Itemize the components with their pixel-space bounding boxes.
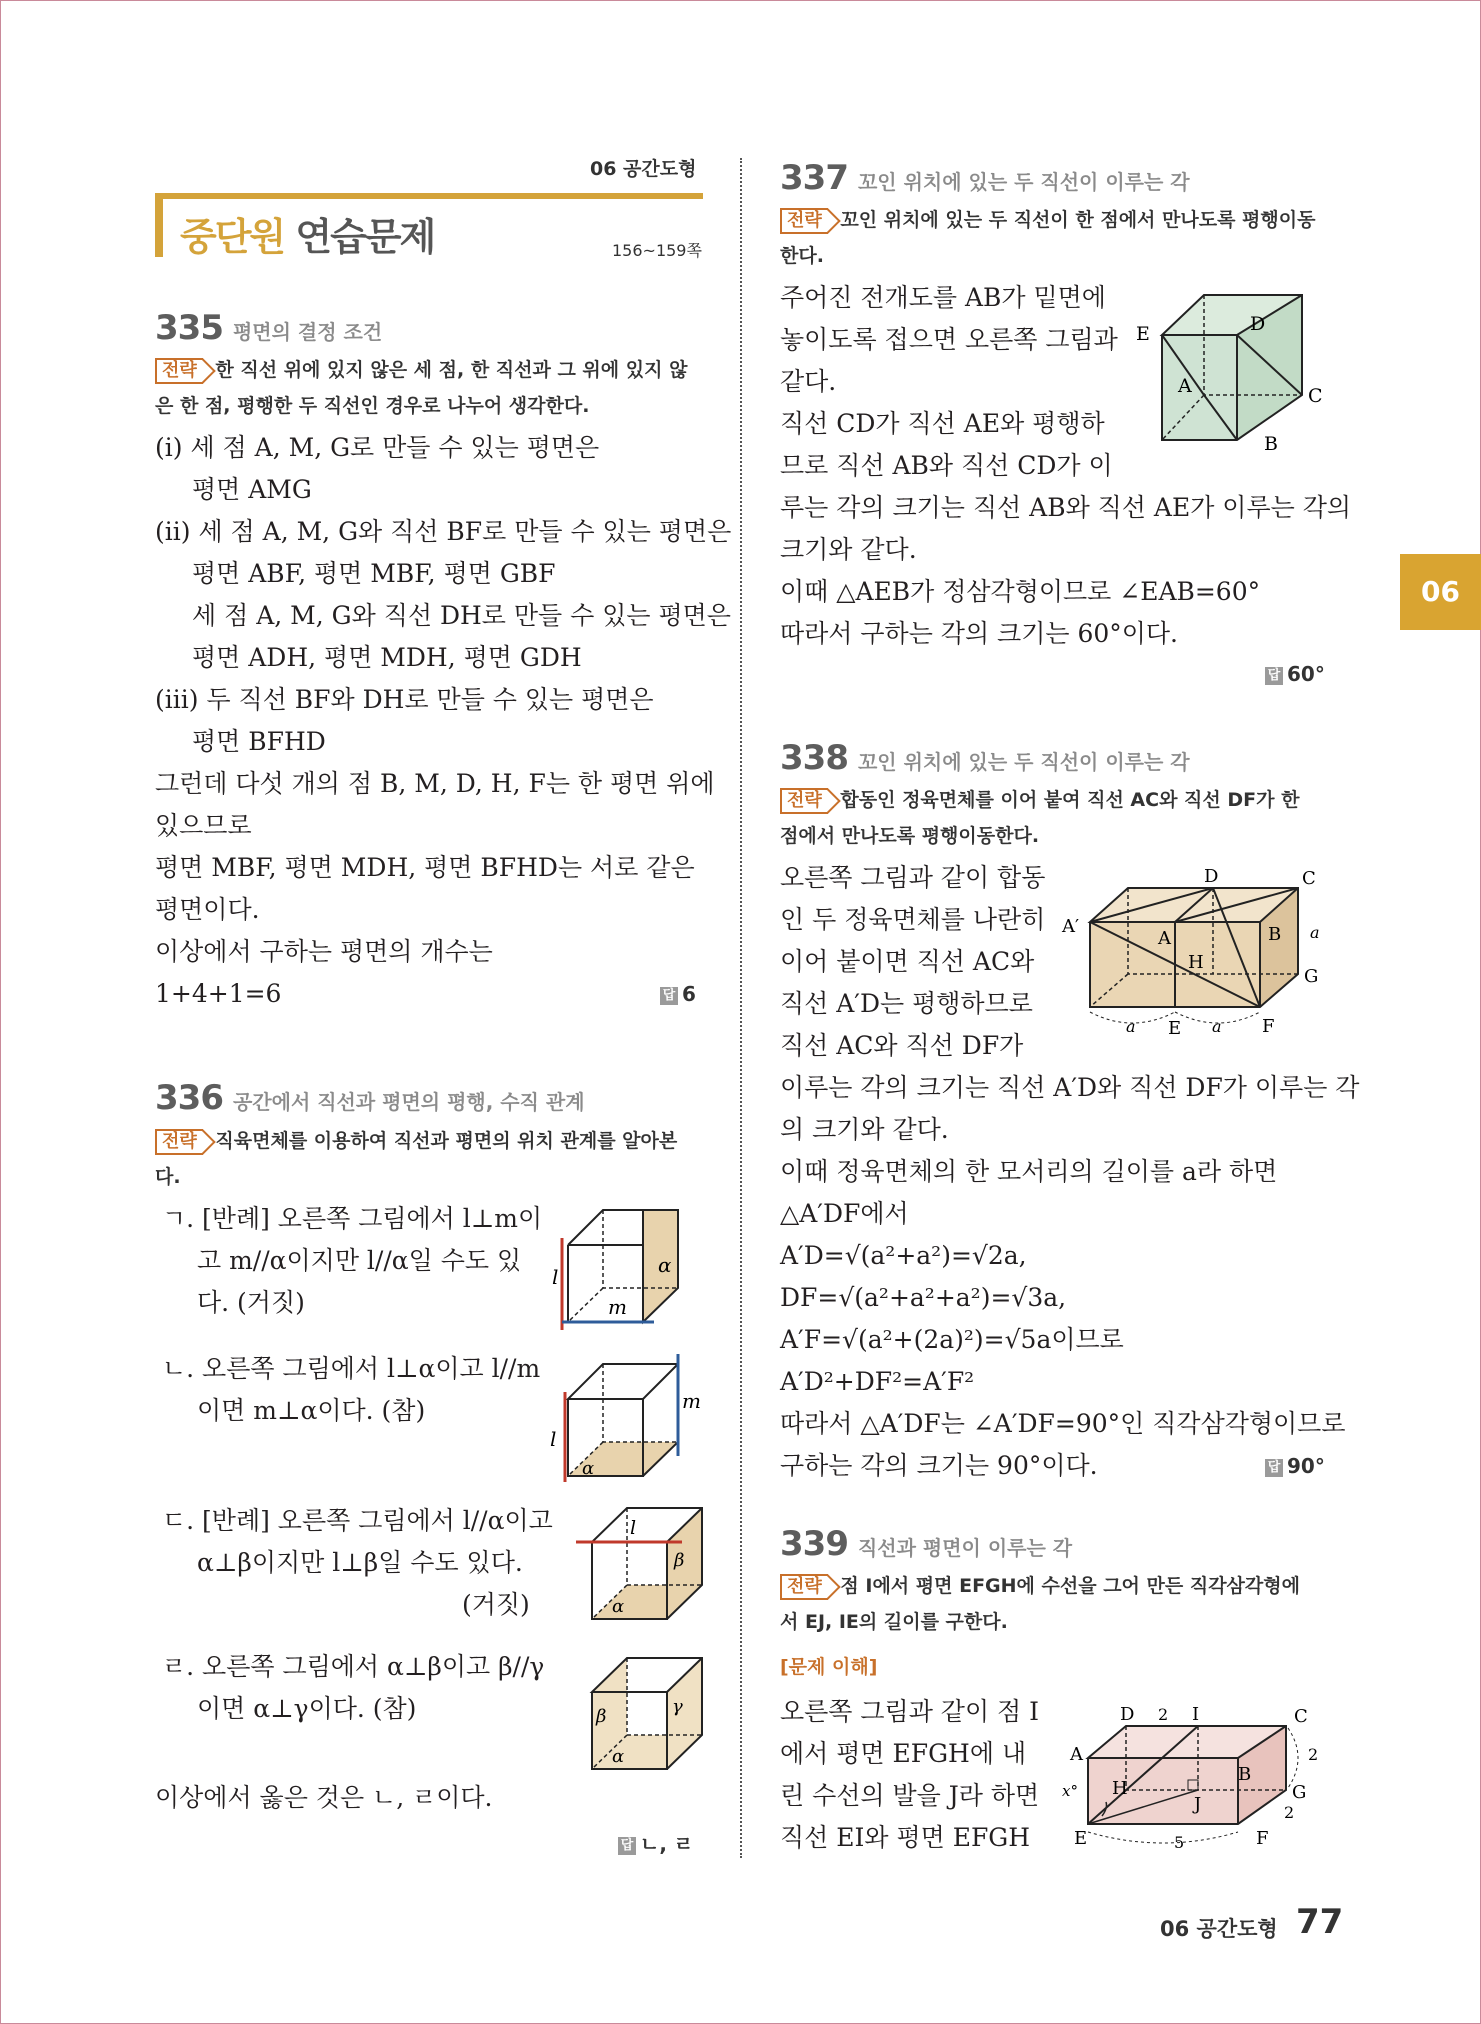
svg-text:2: 2	[1308, 1745, 1319, 1764]
svg-text:D: D	[1204, 866, 1219, 887]
problem-337-heading	[780, 158, 1190, 198]
item-line: 고 m//α이지만 l//α일 수도 있	[197, 1246, 522, 1275]
figure-336-b	[548, 1352, 701, 1488]
section-title-a: 중단원	[180, 215, 285, 259]
problem-title: 공간에서 직선과 평면의 평행, 수직 관계	[232, 1090, 585, 1114]
svg-text:G: G	[1304, 966, 1319, 987]
problem-number: 337	[780, 158, 848, 198]
page-range: 156~159쪽	[612, 241, 702, 260]
item-line: ㄷ. [반례] 오른쪽 그림에서 l//α이고	[162, 1506, 553, 1535]
text-line: 오른쪽 그림과 같이 점 I	[780, 1697, 1040, 1726]
text-line: 의 크기와 같다.	[780, 1115, 949, 1144]
text-line: 이어 붙이면 직선 AC와	[780, 947, 1035, 976]
svg-text:γ: γ	[672, 1696, 683, 1717]
text-line: 놓이도록 접으면 오른쪽 그림과	[780, 325, 1118, 354]
svg-text:H: H	[1112, 1778, 1128, 1799]
strategy-338-1: 전략 합동인 정육면체를 이어 붙여 직선 AC와 직선 DF가 한	[780, 783, 1299, 817]
label-E: E	[1136, 323, 1150, 345]
text-line: 평면 ABF, 평면 MBF, 평면 GBF	[192, 559, 556, 588]
label-l: l	[552, 1265, 559, 1289]
svg-text:I: I	[1192, 1704, 1200, 1725]
svg-text:E: E	[1074, 1828, 1088, 1849]
answer-335: 답 6	[660, 982, 696, 1006]
strategy-335-2: 은 한 점, 평행한 두 직선인 경우로 나누어 생각한다.	[155, 395, 590, 417]
problem-339-heading	[780, 1524, 1072, 1564]
item-line: ㄱ. [반례] 오른쪽 그림에서 l⊥m이	[162, 1204, 543, 1233]
conclusion: 이상에서 옳은 것은 ㄴ, ㄹ이다.	[155, 1783, 493, 1812]
svg-text:A: A	[1158, 928, 1171, 949]
text-line: 직선 AC와 직선 DF가	[780, 1031, 1024, 1060]
formula-line: A′D²+DF²=A′F²	[780, 1367, 975, 1396]
formula-line: A′F=√(a²+(2a)²)=√5a이므로	[780, 1325, 1124, 1354]
text-line: 따라서 △A′DF는 ∠A′DF=90°인 직각삼각형이므로	[780, 1409, 1346, 1438]
text-line: 이때 정육면체의 한 모서리의 길이를 a라 하면	[780, 1157, 1278, 1186]
text-line: 따라서 구하는 각의 크기는 60°이다.	[780, 619, 1178, 648]
problem-title: 직선과 평면이 이루는 각	[857, 1536, 1073, 1560]
problem-title: 평면의 결정 조건	[232, 320, 383, 344]
label-B: B	[1264, 433, 1278, 455]
item-line: 다. (거짓)	[197, 1288, 305, 1317]
strategy-tag: 전략	[155, 358, 203, 384]
text-line: 같다.	[780, 367, 837, 396]
item-line: 이면 m⊥α이다. (참)	[197, 1396, 426, 1425]
figure-337	[1132, 280, 1332, 455]
text-line: 직선 EI와 평면 EFGH	[780, 1823, 1031, 1852]
label-alpha: α	[658, 1253, 672, 1277]
strategy-tag: 전략	[780, 1574, 828, 1600]
svg-text:F: F	[1262, 1016, 1275, 1037]
problem-336-heading	[155, 1078, 585, 1118]
svg-text:l: l	[630, 1517, 637, 1539]
strategy-339-2: 서 EJ, IE의 길이를 구한다.	[780, 1611, 1008, 1633]
text-line: 세 점 A, M, G와 직선 DH로 만들 수 있는 평면은	[192, 601, 731, 630]
problem-number: 336	[155, 1078, 223, 1118]
svg-text:H: H	[1188, 952, 1204, 973]
figure-336-d	[572, 1652, 708, 1782]
text-line: 주어진 전개도를 AB가 밑면에	[780, 283, 1106, 312]
text-line: 크기와 같다.	[780, 535, 917, 564]
formula-line: A′D=√(a²+a²)=√2a,	[780, 1241, 1027, 1270]
strategy-336-1: 전략 직육면체를 이용하여 직선과 평면의 위치 관계를 알아본	[155, 1124, 677, 1158]
formula-line: DF=√(a²+a²+a²)=√3a,	[780, 1283, 1067, 1312]
problem-understanding-label: [문제 이해]	[780, 1656, 878, 1678]
text-line: 직선 A′D는 평행하므로	[780, 989, 1033, 1018]
text-line: 오른쪽 그림과 같이 합동	[780, 863, 1046, 892]
problem-338-heading	[780, 738, 1190, 778]
item-line: α⊥β이지만 l⊥β일 수도 있다.	[197, 1548, 523, 1577]
column-divider	[740, 158, 742, 1858]
item-line: (거짓)	[462, 1590, 530, 1619]
svg-text:E: E	[1168, 1018, 1182, 1039]
strategy-337-1: 전략 꼬인 위치에 있는 두 직선이 한 점에서 만나도록 평행이동	[780, 203, 1315, 237]
text-line: 직선 CD가 직선 AE와 평행하	[780, 409, 1105, 438]
svg-text:C: C	[1294, 1706, 1308, 1727]
text-line: 평면 MBF, 평면 MDH, 평면 BFHD는 서로 같은	[155, 853, 695, 882]
label-D: D	[1250, 313, 1266, 335]
strategy-339-1: 전략 점 I에서 평면 EFGH에 수선을 그어 만든 직각삼각형에	[780, 1569, 1300, 1603]
text-line: (iii) 두 직선 BF와 DH로 만들 수 있는 평면은	[155, 685, 654, 714]
chapter-tab[interactable]: 06	[1400, 554, 1481, 630]
text-line: △A′DF에서	[780, 1199, 909, 1228]
section-title-b: 연습문제	[295, 215, 435, 259]
text-line: 평면 BFHD	[192, 727, 326, 756]
svg-text:2: 2	[1284, 1803, 1295, 1822]
label-m: m	[608, 1295, 627, 1319]
text-line: (i) 세 점 A, M, G로 만들 수 있는 평면은	[155, 433, 600, 462]
text-line: 1+4+1=6	[155, 979, 282, 1008]
text-line: (ii) 세 점 A, M, G와 직선 BF로 만들 수 있는 평면은	[155, 517, 732, 546]
svg-text:a: a	[1126, 1017, 1136, 1036]
svg-text:m: m	[682, 1389, 701, 1413]
svg-text:a: a	[1212, 1017, 1222, 1036]
svg-text:2: 2	[1158, 1705, 1169, 1724]
figure-339	[1058, 1698, 1326, 1854]
label-A: A	[1178, 375, 1192, 397]
title-bar	[155, 193, 163, 257]
svg-text:5: 5	[1174, 1833, 1185, 1852]
strategy-tag: 전략	[155, 1129, 203, 1155]
item-line: ㄴ. 오른쪽 그림에서 l⊥α이고 l//m	[162, 1354, 541, 1383]
strategy-tag: 전략	[780, 788, 828, 814]
text-line: 평면이다.	[155, 895, 260, 924]
title-rule	[155, 193, 703, 199]
svg-text:l: l	[550, 1427, 557, 1451]
svg-text:β: β	[596, 1706, 607, 1727]
text-line: 이때 △AEB가 정삼각형이므로 ∠EAB=60°	[780, 577, 1261, 606]
page-number: 77	[1296, 1902, 1344, 1942]
answer-336: 답 ㄴ, ㄹ	[618, 1828, 693, 1857]
text-line: 인 두 정육면체를 나란히	[780, 905, 1046, 934]
svg-text:B: B	[1268, 924, 1282, 945]
strategy-tag: 전략	[780, 208, 828, 234]
strategy-336-2: 다.	[155, 1166, 181, 1188]
chapter-header: 06 공간도형	[590, 158, 697, 180]
svg-text:B: B	[1238, 1764, 1252, 1785]
svg-text:a: a	[1310, 923, 1320, 942]
text-line: 므로 직선 AB와 직선 CD가 이	[780, 451, 1113, 480]
problem-number: 338	[780, 738, 848, 778]
svg-text:A: A	[1070, 1744, 1083, 1765]
item-line: ㄹ. 오른쪽 그림에서 α⊥β이고 β//γ	[162, 1652, 545, 1681]
text-line: 에서 평면 EFGH에 내	[780, 1739, 1027, 1768]
figure-336-a	[548, 1198, 688, 1334]
svg-text:G: G	[1292, 1782, 1307, 1803]
svg-text:x°: x°	[1062, 1782, 1078, 1800]
svg-text:C: C	[1302, 868, 1316, 889]
strategy-338-2: 점에서 만나도록 평행이동한다.	[780, 825, 1040, 847]
strategy-337-2: 한다.	[780, 245, 824, 267]
problem-title: 꼬인 위치에 있는 두 직선이 이루는 각	[857, 170, 1190, 194]
text-line: 이루는 각의 크기는 직선 A′D와 직선 DF가 이루는 각	[780, 1073, 1360, 1102]
figure-338	[1060, 862, 1338, 1042]
svg-text:D: D	[1120, 1704, 1135, 1725]
svg-text:α: α	[582, 1458, 595, 1479]
text-line: 구하는 각의 크기는 90°이다.	[780, 1451, 1098, 1480]
svg-text:F: F	[1256, 1828, 1269, 1849]
section-title	[180, 206, 434, 261]
strategy-335-1: 전략 한 직선 위에 있지 않은 세 점, 한 직선과 그 위에 있지 않	[155, 353, 687, 387]
problem-number: 339	[780, 1524, 848, 1564]
text-line: 그런데 다섯 개의 점 B, M, D, H, F는 한 평면 위에	[155, 769, 715, 798]
text-line: 린 수선의 발을 J라 하면	[780, 1781, 1040, 1810]
svg-text:β: β	[674, 1550, 685, 1571]
problem-title: 꼬인 위치에 있는 두 직선이 이루는 각	[857, 750, 1190, 774]
label-C: C	[1308, 385, 1323, 407]
svg-text:α: α	[612, 1596, 625, 1617]
svg-text:J: J	[1194, 1794, 1202, 1815]
text-line: 평면 AMG	[192, 475, 312, 504]
footer-chapter: 06 공간도형	[1160, 1917, 1278, 1941]
figure-336-c	[572, 1502, 708, 1632]
item-line: 이면 α⊥γ이다. (참)	[197, 1694, 417, 1723]
text-line: 평면 ADH, 평면 MDH, 평면 GDH	[192, 643, 582, 672]
problem-335-heading	[155, 308, 382, 348]
text-line: 있으므로	[155, 811, 252, 840]
problem-number: 335	[155, 308, 223, 348]
svg-text:α: α	[612, 1746, 625, 1767]
text-line: 루는 각의 크기는 직선 AB와 직선 AE가 이루는 각의	[780, 493, 1352, 522]
svg-text:A′: A′	[1062, 916, 1080, 937]
answer-337: 답 60°	[1265, 662, 1325, 686]
answer-338: 답 90°	[1265, 1454, 1325, 1478]
text-line: 이상에서 구하는 평면의 개수는	[155, 937, 493, 966]
